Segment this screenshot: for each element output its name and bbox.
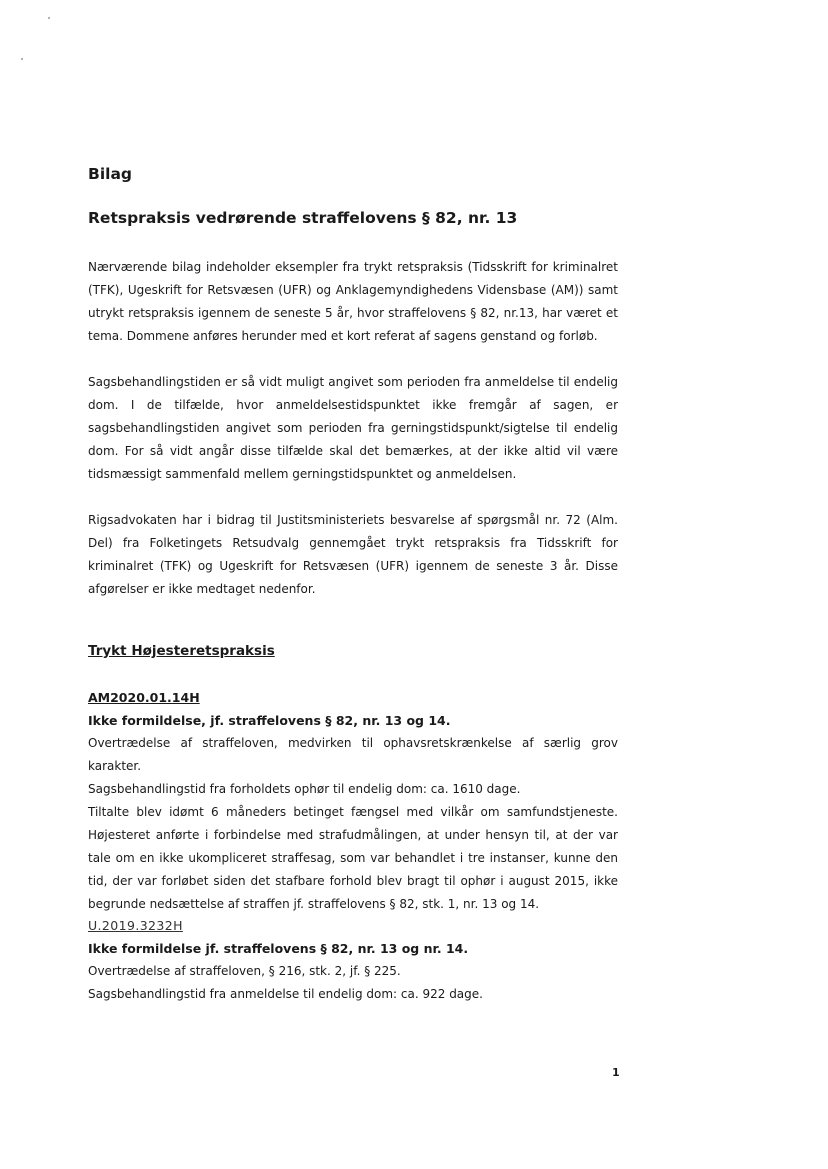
case-entry	[88, 914, 618, 1006]
case-heading: Ikke formildelse, jf. straffelovens § 82, nr. 13 og 14.	[88, 713, 451, 728]
document-body	[88, 160, 618, 1001]
case-offense: Overtrædelse af straffeloven, § 216, stk. 2, jf. § 225.	[88, 964, 401, 978]
case-entry	[88, 686, 618, 916]
section-title: Trykt Højesteretspraksis	[88, 643, 275, 659]
annex-label: Bilag	[88, 165, 132, 183]
intro-paragraph: Nærværende bilag indeholder eksempler fra trykt retspraksis (Tidsskrift for kriminalret (TFK), Ugeskrift for Retsvæsen (UFR) og Anklagemyndighedens Vidensbase (AM)) samt utrykt retspraksis igennem de seneste 5 år, hvor straffelovens § 82, nr.13, har været et tema. Dommene anføres herunder med et kort referat af sagens genstand og forløb.	[88, 260, 618, 343]
scan-speck	[48, 17, 50, 19]
case-heading: Ikke formildelse jf. straffelovens § 82, nr. 13 og nr. 14.	[88, 941, 469, 956]
case-processing-time: Sagsbehandlingstid fra anmeldelse til endelig dom: ca. 922 dage.	[88, 987, 483, 1001]
page-number: 1	[612, 1066, 620, 1079]
case-offense: Overtrædelse af straffeloven, medvirken til ophavsretskrænkelse af særlig grov karakter.	[88, 736, 618, 773]
case-id: U.2019.3232H	[88, 918, 183, 933]
case-processing-time: Sagsbehandlingstid fra forholdets ophør til endelig dom: ca. 1610 dage.	[88, 782, 521, 796]
document-title: Retspraksis vedrørende straffelovens § 82, nr. 13	[88, 209, 518, 227]
scan-speck	[21, 58, 23, 60]
case-summary: Tiltalte blev idømt 6 måneders betinget fængsel med vilkår om samfundstjeneste. Højesteret anførte i forbindelse med strafudmålingen, at under hensyn til, at der var tale om en ikke ukompliceret straffesag, som var behandlet i tre instanser, kunne den tid, der var forløbet siden det stafbare forhold blev bragt til ophør i august 2015, ikke begrunde nedsættelse af straffen jf. straffelovens § 82, stk. 1, nr. 13 og 14.	[88, 805, 618, 911]
case-id: AM2020.01.14H	[88, 690, 200, 705]
processing-time-paragraph: Sagsbehandlingstiden er så vidt muligt angivet som perioden fra anmeldelse til endelig dom. I de tilfælde, hvor anmeldelsestidspunktet ikke fremgår af sagen, er sagsbehandlingstiden angivet som perioden fra gerningstidspunkt/sigtelse til endelig dom. For så vidt angår disse tilfælde skal det bemærkes, at der ikke altid vil være tidsmæssigt sammenfald mellem gerningstidspunktet og anmeldelsen.	[88, 375, 618, 481]
prosecutor-note-paragraph: Rigsadvokaten har i bidrag til Justitsministeriets besvarelse af spørgsmål nr. 72 (Alm. Del) fra Folketingets Retsudvalg gennemgået trykt retspraksis fra Tidsskrift for kriminalret (TFK) og Ugeskrift for Retsvæsen (UFR) igennem de seneste 3 år. Disse afgørelser er ikke medtaget nedenfor.	[88, 513, 618, 596]
